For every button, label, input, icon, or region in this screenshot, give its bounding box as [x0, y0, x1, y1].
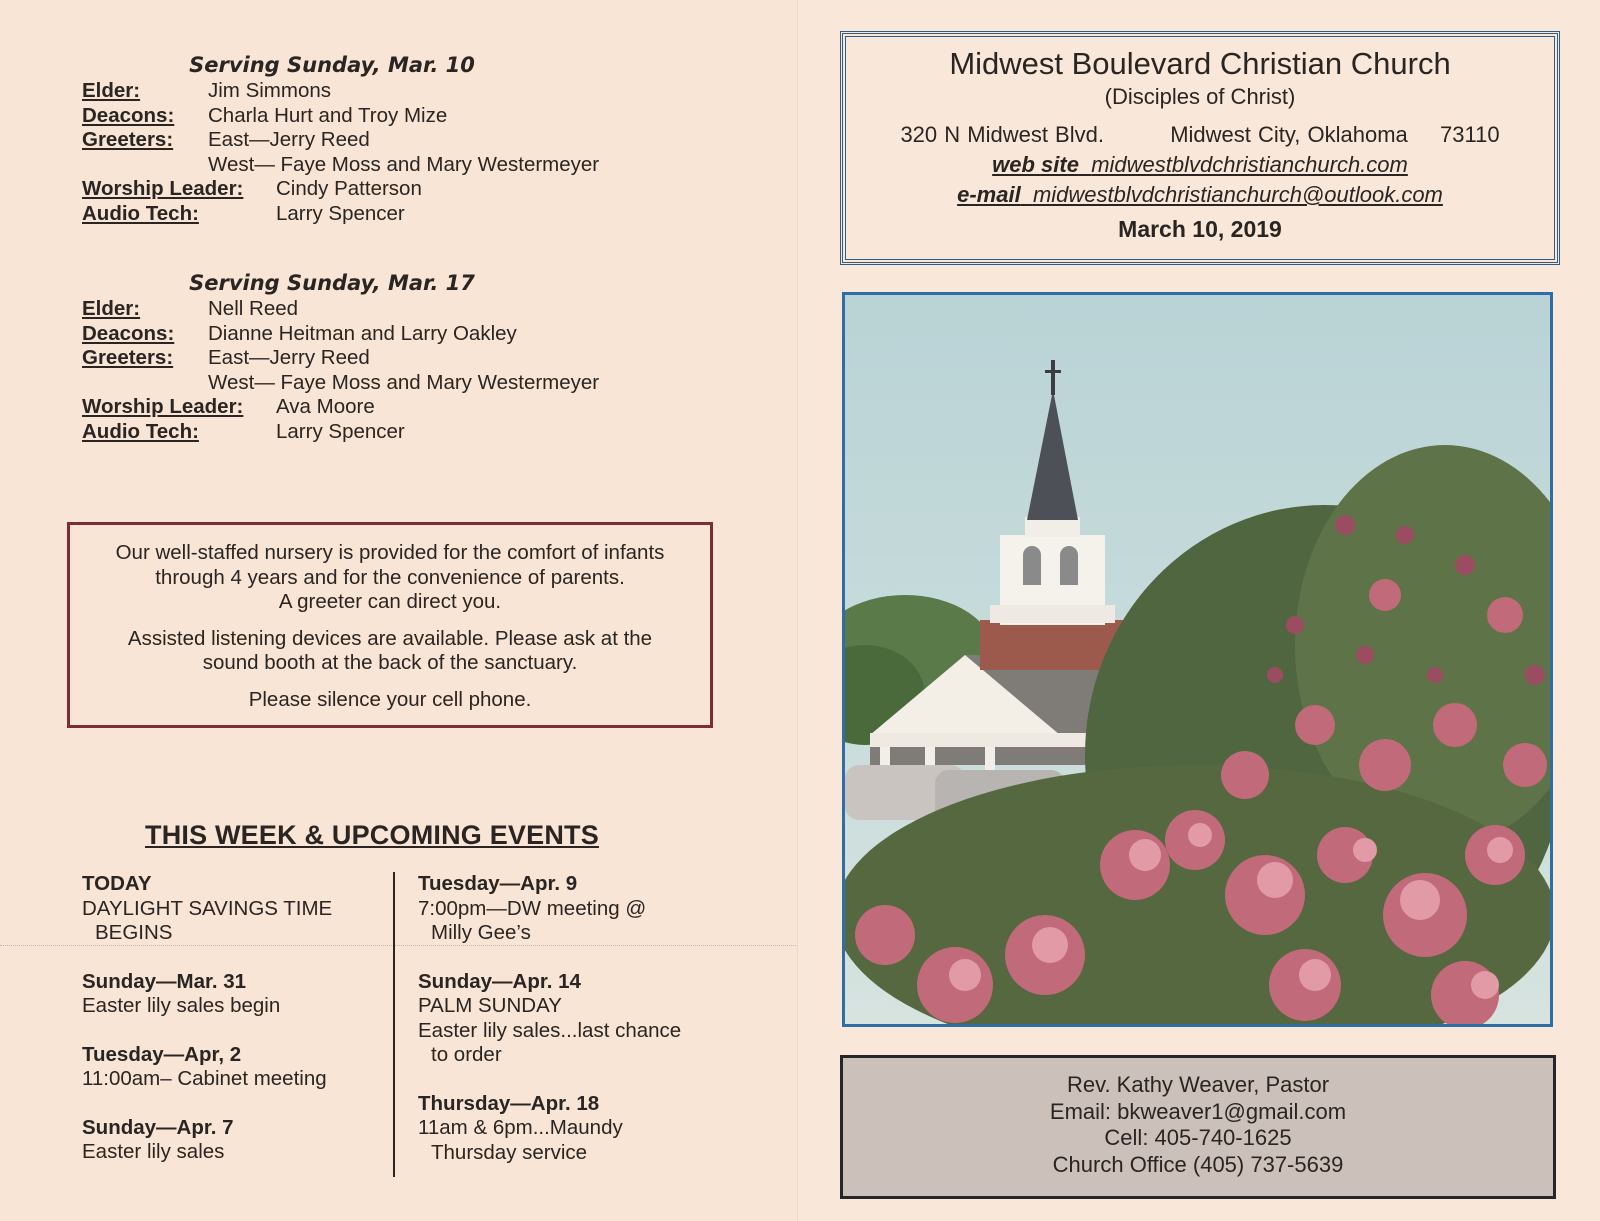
event-heading: Thursday—Apr. 18: [418, 1091, 600, 1115]
event-heading: Tuesday—Apr, 2: [82, 1042, 242, 1066]
greeters-east: East—Jerry Reed: [208, 346, 370, 369]
audio-tech-value: Larry Spencer: [276, 419, 405, 443]
event-heading: Tuesday—Apr. 9: [418, 872, 578, 895]
deacons-label: Deacons:: [82, 321, 175, 345]
event-detail: Milly Gee’s: [431, 921, 531, 944]
greeters-east: East—Jerry Reed: [208, 128, 370, 151]
event-heading: TODAY: [82, 872, 152, 895]
event-detail: BEGINS: [95, 921, 173, 944]
left-panel: [0, 0, 798, 1221]
event-item: [82, 970, 382, 1019]
notice-line: A greeter can direct you.: [278, 590, 502, 613]
notice-line: Assisted listening devices are available. Please ask at the: [127, 626, 653, 650]
event-detail: 11am & 6pm...Maundy: [418, 1116, 623, 1139]
event-detail: DAYLIGHT SAVINGS TIME: [82, 896, 333, 920]
events-column-left: [82, 872, 382, 1189]
email-link[interactable]: midwestblvdchristianchurch@outlook.com: [1032, 182, 1443, 207]
worship-leader-row: [82, 395, 702, 420]
greeters-row-west: [82, 371, 702, 396]
events-column-right: [418, 872, 728, 1189]
website-link[interactable]: midwestblvdchristianchurch.com: [1091, 152, 1408, 177]
pastor-cell: Cell: 405-740-1625: [1104, 1125, 1292, 1150]
pastor-name: Rev. Kathy Weaver, Pastor: [1066, 1072, 1330, 1097]
serving-block-mar-17: [82, 271, 702, 444]
deacons-label: Deacons:: [82, 103, 175, 127]
greeters-west: West— Faye Moss and Mary Westermeyer: [208, 370, 600, 394]
deacons-row: [82, 104, 702, 129]
worship-leader-row: [82, 177, 702, 202]
event-item: [418, 1092, 728, 1166]
pastor-email[interactable]: Email: bkweaver1@gmail.com: [1049, 1098, 1347, 1124]
bulletin-date: March 10, 2019: [1118, 216, 1282, 242]
church-name: Midwest Boulevard Christian Church: [949, 46, 1451, 81]
street-address: 320 N Midwest Blvd.: [900, 122, 1104, 147]
event-item: [82, 1116, 382, 1165]
church-header-box: [840, 31, 1560, 265]
church-denomination: (Disciples of Christ): [1104, 84, 1296, 109]
serving-heading: Serving Sunday, Mar. 10: [189, 53, 475, 77]
event-heading: Sunday—Apr. 7: [82, 1115, 234, 1139]
event-item: [82, 1043, 382, 1092]
church-address: [843, 122, 1557, 148]
greeters-row: [82, 346, 702, 371]
worship-leader-label: Worship Leader:: [82, 177, 244, 200]
notice-line: sound booth at the back of the sanctuary.: [202, 651, 578, 674]
notice-line: Please silence your cell phone.: [248, 687, 532, 711]
email-line: [843, 182, 1557, 208]
audio-tech-label: Audio Tech:: [82, 419, 199, 443]
nursery-notice: [70, 541, 710, 615]
zip-code: 73110: [1440, 122, 1500, 147]
audio-tech-label: Audio Tech:: [82, 201, 199, 225]
audio-tech-row: [82, 420, 702, 445]
event-item: [418, 872, 728, 946]
audio-tech-row: [82, 202, 702, 227]
events-title: THIS WEEK & UPCOMING EVENTS: [145, 820, 599, 850]
greeters-label: Greeters:: [82, 346, 174, 369]
deacons-value: Dianne Heitman and Larry Oakley: [208, 321, 517, 345]
event-item: [82, 872, 382, 946]
event-detail: Easter lily sales...last chance: [418, 1018, 682, 1042]
website-line: [843, 152, 1557, 178]
elder-value: Jim Simmons: [208, 79, 332, 102]
greeters-label: Greeters:: [82, 128, 174, 151]
elder-value: Nell Reed: [208, 297, 299, 320]
email-label: e-mail: [957, 182, 1021, 207]
event-detail: 11:00am– Cabinet meeting: [82, 1067, 327, 1090]
event-detail: Thursday service: [431, 1140, 588, 1164]
event-detail: Easter lily sales: [82, 1140, 225, 1163]
events-divider: [393, 872, 395, 1177]
worship-leader-label: Worship Leader:: [82, 395, 244, 418]
nursery-notice-box: [67, 522, 713, 728]
event-heading: Sunday—Apr. 14: [418, 969, 581, 993]
audio-tech-value: Larry Spencer: [276, 201, 405, 225]
elder-row: [82, 297, 702, 322]
event-detail: 7:00pm—DW meeting @: [418, 896, 647, 920]
church-photo: [842, 292, 1553, 1027]
deacons-value: Charla Hurt and Troy Mize: [208, 103, 448, 127]
serving-block-mar-10: [82, 53, 702, 226]
city-state: Midwest City, Oklahoma: [1170, 122, 1408, 147]
event-detail: to order: [431, 1043, 502, 1066]
notice-line: Our well-staffed nursery is provided for the comfort of infants: [115, 541, 665, 564]
elder-row: [82, 79, 702, 104]
pastor-contact-box: [840, 1055, 1556, 1199]
event-detail: Easter lily sales begin: [82, 994, 281, 1017]
church-office-phone: Church Office (405) 737-5639: [1052, 1151, 1344, 1177]
greeters-row: [82, 128, 702, 153]
worship-leader-value: Ava Moore: [276, 395, 375, 418]
event-detail: PALM SUNDAY: [418, 994, 562, 1017]
event-heading: Sunday—Mar. 31: [82, 969, 247, 993]
notice-line: through 4 years and for the convenience of parents.: [155, 565, 625, 589]
church-illustration: [845, 295, 1550, 1024]
listening-devices-notice: [70, 627, 710, 676]
worship-leader-value: Cindy Patterson: [276, 177, 422, 200]
elder-label: Elder:: [82, 79, 141, 102]
event-item: [418, 970, 728, 1068]
deacons-row: [82, 322, 702, 347]
cell-phone-notice: [70, 688, 710, 713]
website-label: web site: [992, 152, 1079, 177]
elder-label: Elder:: [82, 297, 141, 320]
serving-heading: Serving Sunday, Mar. 17: [189, 271, 475, 295]
greeters-west: West— Faye Moss and Mary Westermeyer: [208, 152, 600, 176]
greeters-row-west: [82, 153, 702, 178]
